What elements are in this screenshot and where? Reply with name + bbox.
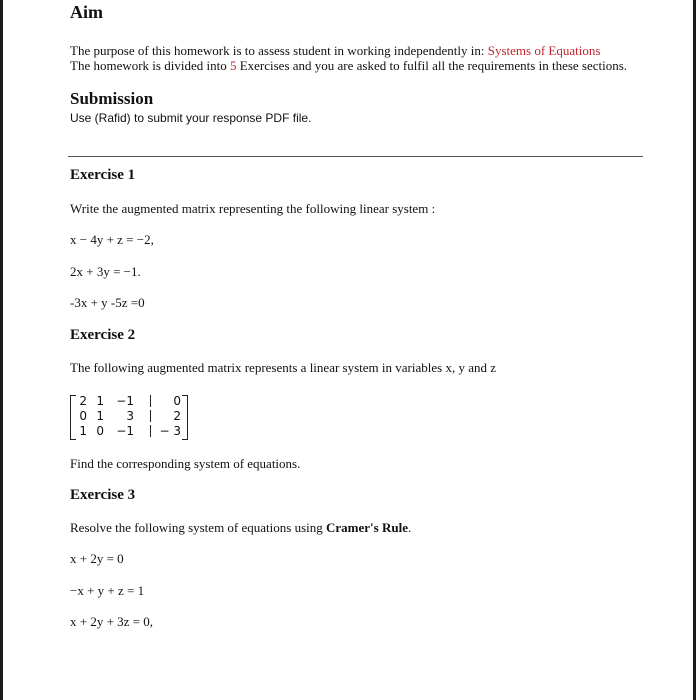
aim-structure-prefix: The homework is divided into xyxy=(70,58,230,73)
aim-purpose-line xyxy=(70,43,600,59)
exercise-2-instruction: The following augmented matrix represents a linear system in variables x, y and z xyxy=(70,360,496,375)
aim-exercise-count: 5 xyxy=(229,58,237,73)
left-frame-border xyxy=(0,0,3,700)
cramers-rule-term: Cramer's Rule xyxy=(326,520,408,535)
exercise-3-instruction xyxy=(70,520,411,536)
exercise-3-equation-2: −x + y + z = 1 xyxy=(70,583,145,598)
aim-purpose-text: The purpose of this homework is to assess student in working independently in: xyxy=(70,43,488,58)
exercise-1-equation-3: -3x + y -5z =0 xyxy=(70,295,145,310)
exercise-2-title: Exercise 2 xyxy=(70,327,136,343)
matrix-cell: 0 xyxy=(96,424,104,438)
matrix-right-bracket xyxy=(182,395,188,440)
exercise-1-instruction: Write the augmented matrix representing the following linear system : xyxy=(70,201,436,216)
exercise-1-title: Exercise 1 xyxy=(70,167,136,183)
matrix-cell: 0 xyxy=(173,394,181,408)
exercise-3-instruction-text: Resolve the following system of equations using xyxy=(70,520,327,535)
aim-heading: Aim xyxy=(70,2,103,22)
exercise-3-equation-3: x + 2y + 3z = 0, xyxy=(70,614,154,629)
exercise-3-instruction-end: . xyxy=(407,520,412,535)
exercise-2-followup: Find the corresponding system of equations. xyxy=(70,456,301,471)
matrix-augment-bar xyxy=(150,410,151,422)
matrix-augment-bar xyxy=(150,425,151,437)
augmented-matrix xyxy=(70,394,188,440)
submission-heading: Submission xyxy=(70,89,154,108)
matrix-cell: 2 xyxy=(173,409,181,423)
exercise-3-title: Exercise 3 xyxy=(70,487,136,503)
matrix-cell: 3 xyxy=(126,409,134,423)
submission-text: Use (Rafid) to submit your response PDF file. xyxy=(70,111,312,125)
exercise-1-equation-2: 2x + 3y = −1. xyxy=(70,264,141,279)
matrix-cell: − 3 xyxy=(159,424,181,438)
aim-structure-suffix: Exercises and you are asked to fulfil all the requirements in these sections. xyxy=(236,58,628,73)
exercise-1-equation-1: x − 4y + z = −2, xyxy=(70,232,154,247)
matrix-cell: 1 xyxy=(79,424,87,438)
matrix-augment-bar xyxy=(150,395,151,407)
matrix-cell: −1 xyxy=(116,424,134,438)
matrix-cell: 0 xyxy=(79,409,87,423)
aim-structure-line xyxy=(70,58,627,74)
matrix-cell: −1 xyxy=(116,394,134,408)
matrix-cell: 1 xyxy=(96,409,104,423)
exercise-3-equation-1: x + 2y = 0 xyxy=(70,551,124,566)
aim-topic-highlight: Systems of Equations xyxy=(487,43,601,58)
matrix-cell: 1 xyxy=(96,394,104,408)
section-divider xyxy=(68,156,643,157)
matrix-cell: 2 xyxy=(79,394,87,408)
